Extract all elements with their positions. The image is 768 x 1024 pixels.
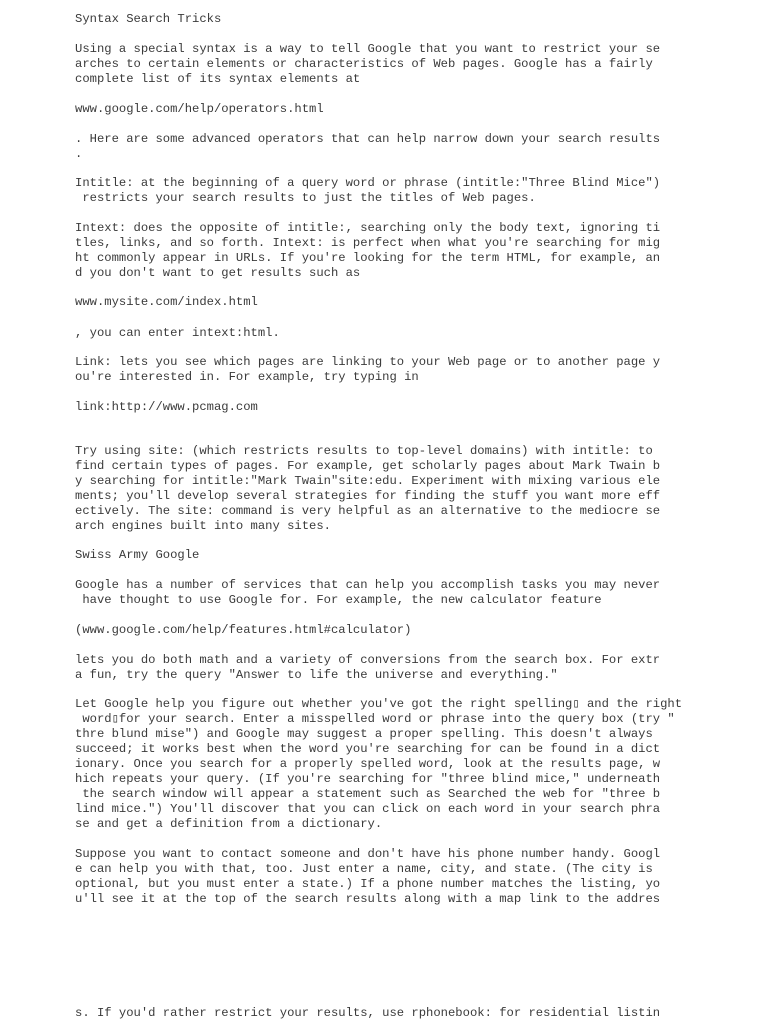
text-line: s. If you'd rather restrict your results, use rphonebook: for residential listin (75, 1006, 661, 1020)
url-line: (www.google.com/help/features.html#calculator) (75, 623, 412, 637)
heading-swiss-army-google: Swiss Army Google (75, 548, 200, 562)
text-line: have thought to use Google for. For example, the new calculator feature (75, 593, 602, 607)
text-line: se and get a definition from a dictionary. (75, 817, 383, 831)
text-line: find certain types of pages. For example, get scholarly pages about Mark Twain b (75, 459, 661, 473)
text-line: ionary. Once you search for a properly spelled word, look at the results page, w (75, 757, 661, 771)
text-line: d you don't want to get results such as (75, 266, 361, 280)
text-line: a fun, try the query "Answer to life the universe and everything." (75, 668, 558, 682)
text-line: ou're interested in. For example, try typing in (75, 370, 419, 384)
text-line: . (75, 147, 83, 161)
text-line: Intitle: at the beginning of a query word or phrase (intitle:"Three Blind Mice") (75, 176, 661, 190)
text-line: arch engines built into many sites. (75, 519, 331, 533)
heading-syntax-search-tricks: Syntax Search Tricks (75, 12, 222, 26)
text-line: u'll see it at the top of the search results along with a map link to the addres (75, 892, 661, 906)
text-line: Let Google help you figure out whether you've got the right spelling▯ and the right (75, 697, 683, 711)
text-line: Google has a number of services that can help you accomplish tasks you may never (75, 578, 661, 592)
text-line: ments; you'll develop several strategies for finding the stuff you want more eff (75, 489, 661, 503)
text-line: complete list of its syntax elements at (75, 72, 361, 86)
text-line: e can help you with that, too. Just enter a name, city, and state. (The city is (75, 862, 653, 876)
text-line: tles, links, and so forth. Intext: is perfect when what you're searching for mig (75, 236, 661, 250)
url-line: link:http://www.pcmag.com (75, 400, 258, 414)
text-line: hich repeats your query. (If you're searching for "three blind mice," underneath (75, 772, 661, 786)
text-line: restricts your search results to just the titles of Web pages. (75, 191, 536, 205)
text-line: succeed; it works best when the word you're searching for can be found in a dict (75, 742, 661, 756)
url-line: www.mysite.com/index.html (75, 295, 258, 309)
text-line: optional, but you must enter a state.) If a phone number matches the listing, yo (75, 877, 661, 891)
text-line: ht commonly appear in URLs. If you're looking for the term HTML, for example, an (75, 251, 661, 265)
text-line: Intext: does the opposite of intitle:, searching only the body text, ignoring ti (75, 221, 661, 235)
text-line: ectively. The site: command is very helpful as an alternative to the mediocre se (75, 504, 661, 518)
text-line: lets you do both math and a variety of conversions from the search box. For extr (75, 653, 661, 667)
text-line: lind mice.") You'll discover that you can click on each word in your search phra (75, 802, 661, 816)
text-line: . Here are some advanced operators that can help narrow down your search results (75, 132, 661, 146)
text-line: Suppose you want to contact someone and don't have his phone number handy. Googl (75, 847, 661, 861)
text-line: Link: lets you see which pages are linking to your Web page or to another page y (75, 355, 661, 369)
text-line: the search window will appear a statement such as Searched the web for "three b (75, 787, 661, 801)
text-line: thre blund mise") and Google may suggest a proper spelling. This doesn't always (75, 727, 653, 741)
text-line: y searching for intitle:"Mark Twain"site:edu. Experiment with mixing various ele (75, 474, 661, 488)
text-line: Try using site: (which restricts results to top-level domains) with intitle: to (75, 444, 653, 458)
text-line: , you can enter intext:html. (75, 326, 280, 340)
text-line: arches to certain elements or characteristics of Web pages. Google has a fairly (75, 57, 653, 71)
text-line: word▯for your search. Enter a misspelled word or phrase into the query box (try " (75, 712, 675, 726)
text-line: Using a special syntax is a way to tell Google that you want to restrict your se (75, 42, 661, 56)
url-line: www.google.com/help/operators.html (75, 102, 324, 116)
